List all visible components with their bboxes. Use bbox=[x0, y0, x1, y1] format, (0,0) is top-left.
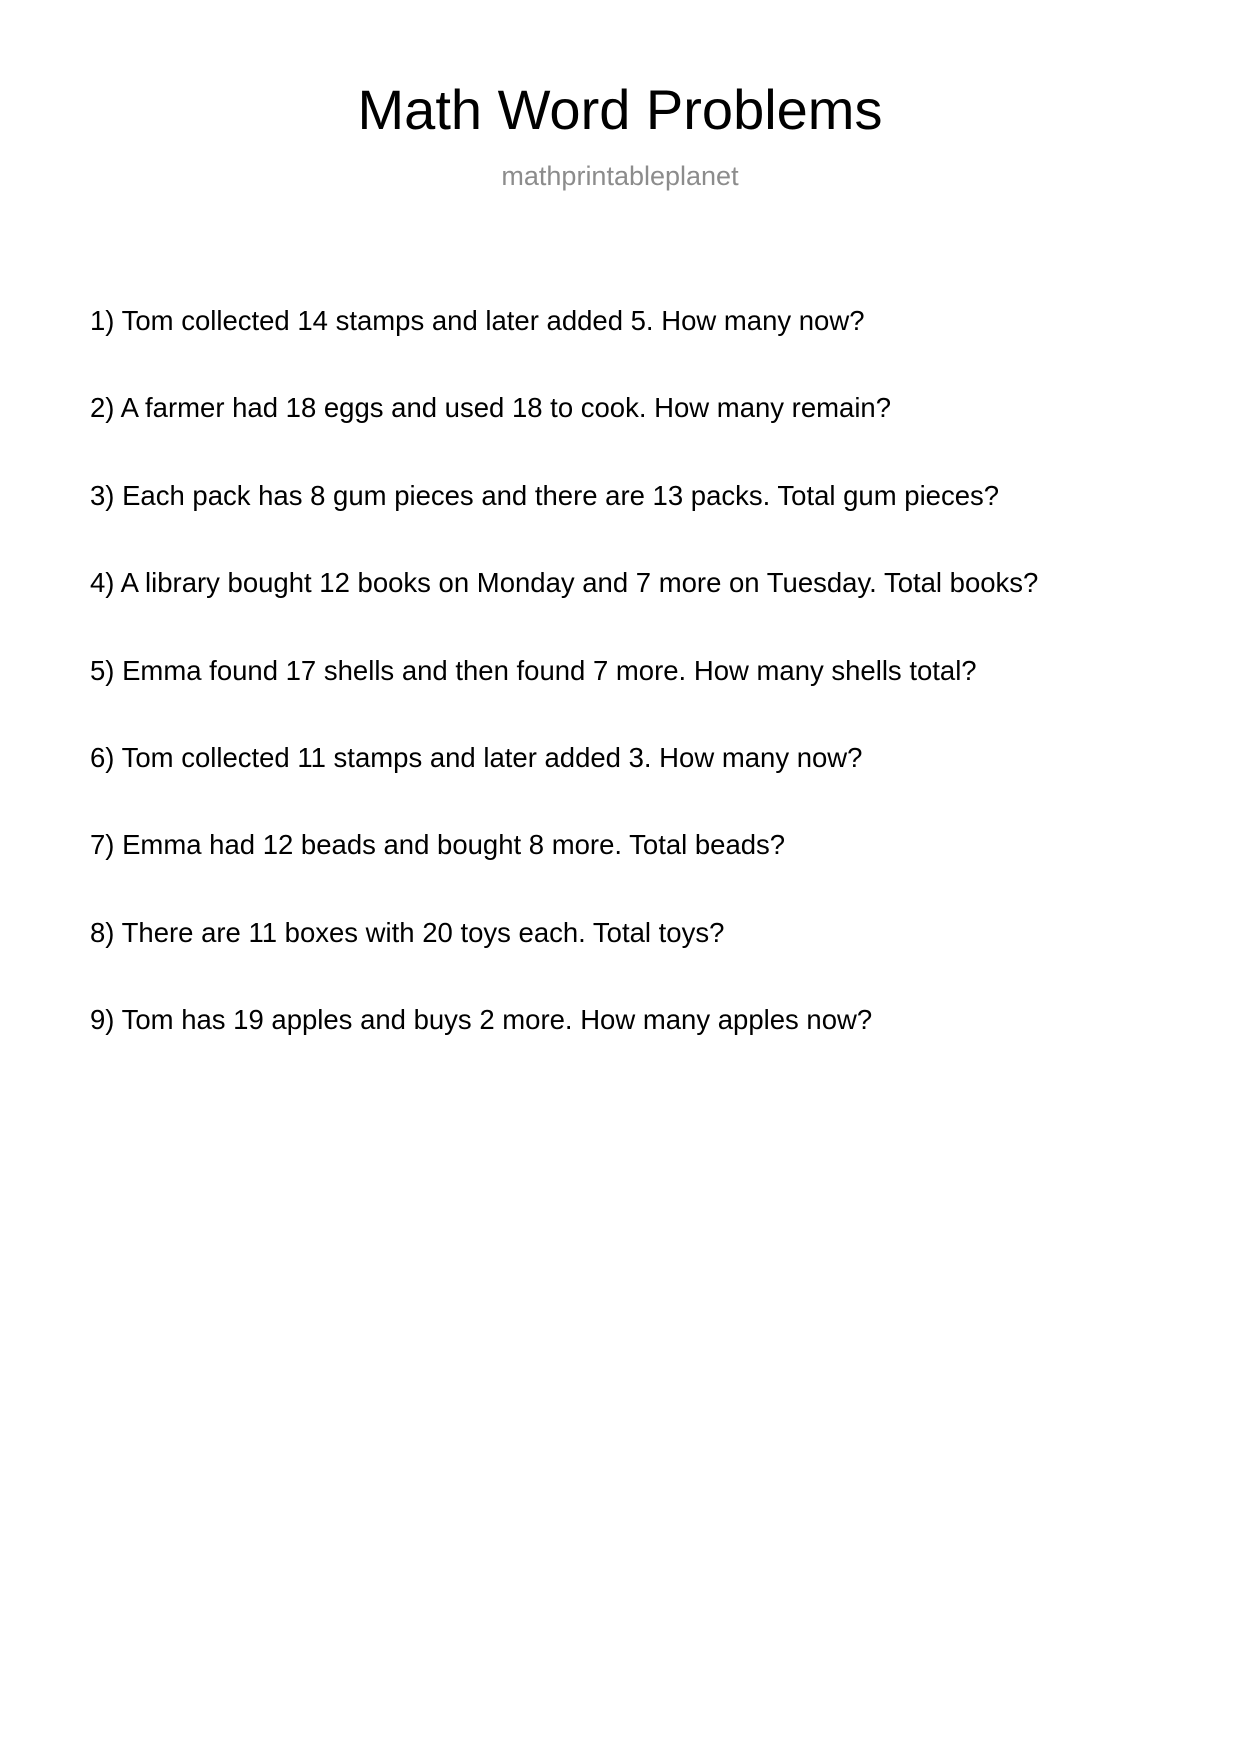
list-item: 4) A library bought 12 books on Monday and 7 more on Tuesday. Total books? bbox=[90, 567, 1039, 599]
list-item: 8) There are 11 boxes with 20 toys each. Total toys? bbox=[90, 916, 725, 948]
list-item: 1) Tom collected 14 stamps and later added 5. How many now? bbox=[90, 305, 865, 336]
list-item: 7) Emma had 12 beads and bought 8 more. Total beads? bbox=[90, 829, 786, 861]
list-item: 2) A farmer had 18 eggs and used 18 to cook. How many remain? bbox=[90, 392, 892, 424]
list-item: 9) Tom has 19 apples and buys 2 more. How many apples now? bbox=[90, 1004, 873, 1035]
worksheet-header bbox=[0, 0, 1240, 193]
problem-list bbox=[90, 304, 1240, 1090]
list-item: 5) Emma found 17 shells and then found 7 more. How many shells total? bbox=[90, 654, 977, 686]
list-item: 6) Tom collected 11 stamps and later added 3. How many now? bbox=[90, 741, 863, 773]
list-item: 3) Each pack has 8 gum pieces and there are 13 packs. Total gum pieces? bbox=[90, 479, 1000, 511]
page-subtitle: mathprintableplanet bbox=[501, 161, 739, 192]
page-title: Math Word Problems bbox=[357, 78, 883, 141]
